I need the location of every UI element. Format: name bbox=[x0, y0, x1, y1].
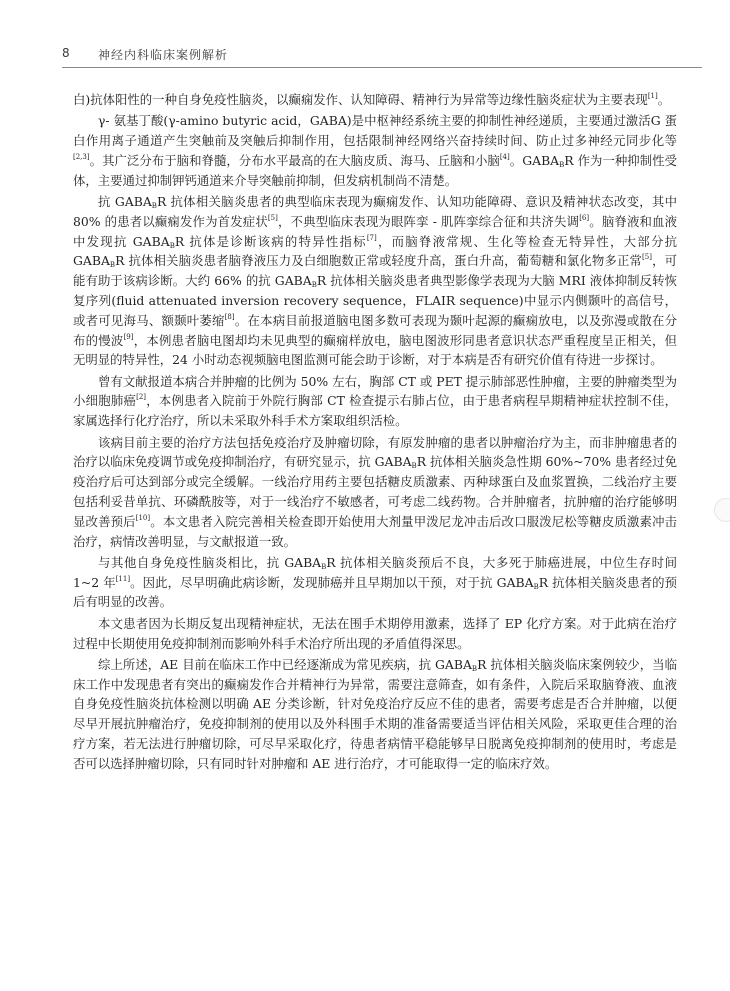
paragraph bbox=[73, 433, 677, 552]
text-run: 该病目前主要的治疗方法包括免疫治疗及肿瘤切除，有原发肿瘤的患者以肿瘤治疗为主，而非肿瘤患者的治疗以临床免疫调节或免疫抑制治疗，有研究显示，抗 GABA bbox=[73, 434, 677, 470]
text-run: γ- 氨基丁酸(γ-amino butyric acid，GABA)是中枢神经系统主要的抑制性神经递质，主要通过激活G 蛋白作用离子通道产生突触前及突触后抑制作用，包括限制神经网络兴奋持续时间、防止过多神经元同步化等 bbox=[73, 113, 677, 149]
page-mark bbox=[714, 498, 730, 522]
text-run: ，本例患者入院前于外院行胸部 CT 检查提示右肺占位，由于患者病程早期精神症状控制不佳，家属选择行化疗治疗，所以未采取外科手术方案取组织活检。 bbox=[73, 393, 678, 429]
subscript: B bbox=[559, 160, 565, 169]
text-run: 曾有文献报道本病合并肿瘤的比例为 50% 左右，胸部 CT 或 PET 提示肺部恶性肿瘤，主要的肿瘤类型为小细胞肺癌 bbox=[73, 373, 677, 409]
subscript: B bbox=[109, 261, 116, 270]
text-run: R 抗体相关脑炎预后不良，大多死于肺癌进展，中位生存时间 1~2 年 bbox=[73, 554, 677, 590]
text-run: R 抗体相关脑炎临床案例较少，当临床工作中发现患者有突出的癫痫发作合并精神行为异常，需要注意筛查，如有条件，入院后采取脑脊液、血液自身免疫性脑炎抗体检测以明确 AE 分类诊断，针对免疫治疗反应不佳的患者，需要考虑是否合并肿瘤，以便尽早开展抗肿瘤治疗，免疫抑制剂的使用以及外科围手术期的准备需要适当评估相关风险，采取更佳合理的治疗方案，若无法进行肿瘤切除，可尽早采取化疗，待患者病情平稳能够早日脱离免疫抑制剂的使用时，考虑是否可以选择肿瘤切除，只有同时针对肿瘤和 AE 进行治疗，才可能取得一定的临床疗效。 bbox=[73, 656, 677, 771]
citation-ref: [1] bbox=[647, 92, 658, 100]
citation-ref: [5] bbox=[267, 213, 278, 222]
text-run: 。本文患者入院完善相关检查即开始使用大剂量甲泼尼龙冲击后改口服泼尼松等糖皮质激素冲击治疗，病情改善明显，与文献报道一致。 bbox=[73, 513, 678, 549]
text-run: R 抗体相关脑炎急性期 60%~70% 患者经过免疫治疗后可达到部分或完全缓解。一线治疗用药主要包括糖皮质激素、丙种球蛋白及血浆置换，二线治疗主要包括利妥昔单抗、环磷酰胺等，对于一线治疗不敏感者，可考虑二线药物。合并肿瘤者，抗肿瘤的治疗能够明显改善预后 bbox=[73, 454, 677, 529]
subscript: B bbox=[471, 664, 478, 673]
running-title: 神经内科临床案例解析 bbox=[98, 48, 229, 62]
text-run: 。在本病目前报道脑电图多数可表现为颞叶起源的癫痫放电，以及弥漫或散在分布的慢波 bbox=[73, 312, 678, 348]
paragraph bbox=[73, 553, 677, 612]
paragraph bbox=[73, 614, 677, 654]
citation-ref: [2,3] bbox=[73, 152, 90, 161]
text-run: 。GABA bbox=[509, 152, 560, 168]
citation-ref: [9] bbox=[123, 332, 134, 341]
page-number: 8 bbox=[62, 46, 70, 60]
page-header bbox=[62, 42, 702, 66]
header-rule bbox=[62, 67, 702, 68]
paragraph bbox=[73, 192, 677, 370]
text-run: 本文患者因为长期反复出现精神症状，无法在围手术期停用激素，选择了 EP 化疗方案。对于此病在治疗过程中长期使用免疫抑制剂而影响外科手术治疗所出现的矛盾值得深思。 bbox=[73, 615, 677, 651]
citation-ref: [11] bbox=[115, 574, 131, 583]
citation-ref: [2] bbox=[136, 393, 147, 402]
citation-ref: [10] bbox=[135, 513, 151, 522]
text-run: ，可能有助于该病诊断。大约 66% 的抗 GABA bbox=[73, 253, 677, 289]
text-run: 与其他自身免疫性脑炎相比，抗 GABA bbox=[98, 554, 322, 570]
citation-ref: [4] bbox=[499, 152, 510, 161]
citation-ref: [8] bbox=[224, 312, 235, 321]
text-run: R 抗体相关脑炎患者脑脊液压力及白细胞数正常或轻度升高，蛋白升高，葡萄糖和氯化物多正常 bbox=[115, 253, 643, 269]
text-run: 。其广泛分布于脑和脊髓，分布水平最高的在大脑皮质、海马、丘脑和小脑 bbox=[89, 152, 500, 168]
subscript: B bbox=[169, 241, 175, 250]
text-run: 。 bbox=[657, 92, 671, 107]
paragraph bbox=[73, 655, 677, 774]
text-run: ，不典型临床表现为眼阵挛 - 肌阵挛综合征和共济失调 bbox=[277, 213, 580, 229]
citation-ref: [5] bbox=[642, 253, 652, 262]
text-run: ，而脑脊液常规、生化等检查无特异性，大部分抗 GABA bbox=[73, 233, 677, 269]
subscript: B bbox=[321, 562, 327, 571]
text-run: 。脑脊液和血液中发现抗 GABA bbox=[73, 213, 678, 249]
citation-ref: [7] bbox=[366, 233, 377, 242]
paragraph bbox=[73, 372, 677, 431]
subscript: B bbox=[411, 462, 417, 471]
subscript: B bbox=[533, 582, 539, 591]
citation-ref: [6] bbox=[579, 213, 590, 222]
paragraph bbox=[73, 90, 677, 110]
text-run: ，本例患者脑电图却均未见典型的癫痫样放电，脑电图波形同患者意识状态严重程度呈正相关，但无明显的特异性，24 小时动态视频脑电图监测可能会助于诊断，对于本病是否有研究价值有待进一步探讨。 bbox=[73, 332, 678, 368]
text-run: 抗 GABA bbox=[98, 193, 152, 209]
body-text bbox=[73, 90, 677, 775]
text-run: R 抗体是诊断该病的特异性指标 bbox=[174, 233, 367, 249]
paragraph bbox=[73, 111, 677, 190]
text-run: 白)抗体阳性的一种自身免疫性脑炎，以癫痫发作、认知障碍、精神行为异常等边缘性脑炎症状为主要表现 bbox=[73, 92, 648, 107]
text-run: 综上所述，AE 目前在临床工作中已经逐渐成为常见疾病，抗 GABA bbox=[98, 656, 472, 672]
text-run: R 抗体相关脑炎患者典型影像学表现为大脑 MRI 液体抑制反转恢复序列(fluid attenuated inversion recovery sequence，FLAIR sequence)中显示内侧颞叶的高信号，或者可见海马、额颞叶萎缩 bbox=[73, 273, 677, 328]
subscript: B bbox=[311, 281, 317, 290]
text-run: R 抗体相关脑炎患者的典型临床表现为癫痫发作、认知功能障碍、意识及精神状态改变，其中 80% 的患者以癫痫发作为首发症状 bbox=[73, 193, 677, 229]
text-run: 。因此，尽早明确此病诊断，发现肺癌并且早期加以干预，对于抗 GABA bbox=[130, 574, 534, 590]
subscript: B bbox=[151, 201, 157, 210]
text-run: R 抗体相关脑炎患者的预后有明显的改善。 bbox=[73, 574, 677, 610]
text-run: R 作为一种抑制性受体，主要通过抑制钾钙通道来介导突触前抑制，但发病机制尚不清楚。 bbox=[73, 152, 677, 188]
